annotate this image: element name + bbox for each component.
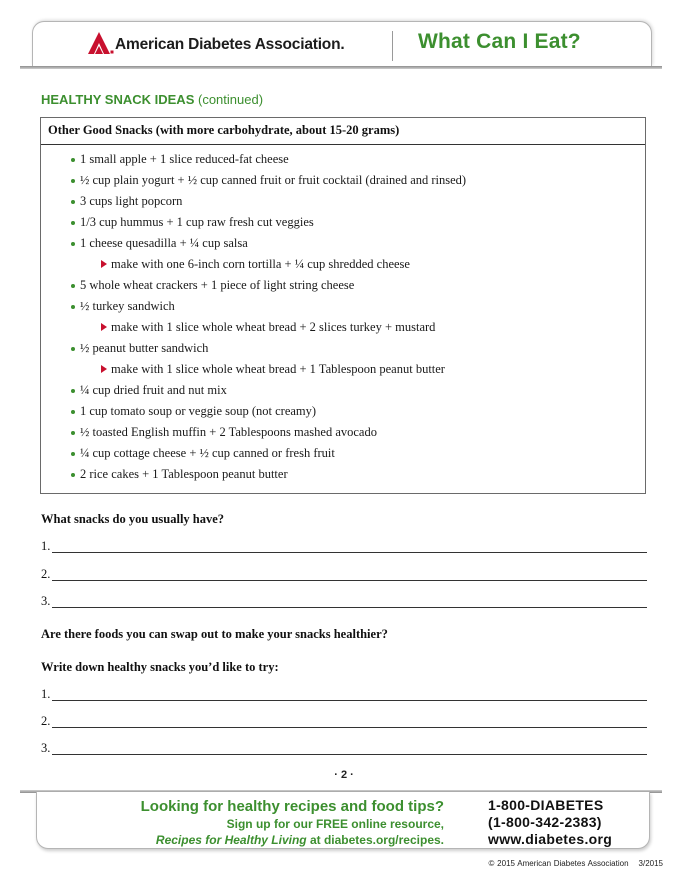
- snack-text: make with 1 slice whole wheat bread + 1 Tablespoon peanut butter: [111, 362, 445, 376]
- snack-item: [41, 422, 645, 443]
- ada-triangle-logo-icon: [88, 32, 114, 54]
- answer-rule: [52, 552, 647, 553]
- snack-item: [41, 443, 645, 464]
- green-dot-bullet-icon: [71, 221, 75, 225]
- line-number: 3.: [41, 594, 51, 608]
- snack-text: ¼ cup cottage cheese + ½ cup canned or fresh fruit: [80, 446, 335, 460]
- snack-item: [41, 233, 645, 254]
- snack-box: [40, 117, 646, 494]
- snack-text: make with one 6-inch corn tortilla + ¼ cup shredded cheese: [111, 257, 410, 271]
- red-triangle-bullet-icon: [101, 365, 107, 373]
- section-heading-suffix: (continued): [198, 92, 264, 107]
- line-number: 1.: [41, 687, 51, 701]
- copyright: [489, 859, 663, 868]
- line-number: 2.: [41, 714, 51, 728]
- answer-line-1[interactable]: [41, 539, 647, 553]
- answer-rule: [52, 727, 647, 728]
- try-line-2[interactable]: [41, 714, 647, 728]
- page-number: · 2 ·: [334, 769, 354, 781]
- snack-text: ½ cup plain yogurt + ½ cup canned fruit or fruit cocktail (drained and rinsed): [80, 173, 467, 187]
- footer-promo: [141, 797, 444, 848]
- snack-text: ½ toasted English muffin + 2 Tablespoons mashed avocado: [80, 425, 377, 439]
- ada-logo: [88, 32, 344, 54]
- try-line-3[interactable]: [41, 741, 647, 755]
- green-dot-bullet-icon: [71, 431, 75, 435]
- snack-text: ¼ cup dried fruit and nut mix: [80, 383, 227, 397]
- snack-text: 5 whole wheat crackers + 1 piece of light string cheese: [80, 278, 355, 292]
- copyright-text: © 2015 American Diabetes Association: [488, 859, 629, 868]
- green-dot-bullet-icon: [71, 179, 75, 183]
- section-heading: [41, 92, 263, 107]
- page-title: What Can I Eat?: [418, 30, 581, 53]
- footer-signup: Sign up for our FREE online resource,: [226, 817, 444, 831]
- snack-text: ½ turkey sandwich: [80, 299, 175, 313]
- organization-name: American Diabetes Association.: [115, 36, 345, 53]
- green-dot-bullet-icon: [71, 284, 75, 288]
- snack-item: [41, 464, 645, 485]
- line-number: 2.: [41, 567, 51, 581]
- snack-item: [41, 191, 645, 212]
- green-dot-bullet-icon: [71, 389, 75, 393]
- snack-box-title: Other Good Snacks (with more carbohydrate, about 15-20 grams): [41, 118, 645, 145]
- phone-text: 1-800-DIABETES: [488, 797, 604, 813]
- recipes-url: at diabetes.org/recipes.: [306, 833, 444, 847]
- green-dot-bullet-icon: [71, 200, 75, 204]
- snack-item: [41, 380, 645, 401]
- snack-text: 1 small apple + 1 slice reduced-fat cheese: [80, 152, 289, 166]
- question-swap-foods: Are there foods you can swap out to make your snacks healthier?: [41, 627, 388, 641]
- snack-list: [41, 149, 645, 485]
- snack-text: 1 cheese quesadilla + ¼ cup salsa: [80, 236, 248, 250]
- red-triangle-bullet-icon: [101, 260, 107, 268]
- snack-item: [41, 401, 645, 422]
- footer-contact: [488, 797, 612, 848]
- publication-date: 3/2015: [638, 859, 663, 868]
- snack-text: make with 1 slice whole wheat bread + 2 slices turkey + mustard: [111, 320, 436, 334]
- green-dot-bullet-icon: [71, 242, 75, 246]
- answer-line-2[interactable]: [41, 567, 647, 581]
- section-heading-main: HEALTHY SNACK IDEAS: [41, 92, 195, 107]
- footer-recipes-link[interactable]: [141, 832, 444, 848]
- footer-headline: Looking for healthy recipes and food tips?: [140, 798, 444, 815]
- question-snacks-to-try: Write down healthy snacks you’d like to try:: [41, 660, 279, 674]
- snack-text: 1/3 cup hummus + 1 cup raw fresh cut veggies: [80, 215, 314, 229]
- green-dot-bullet-icon: [71, 347, 75, 351]
- snack-item: [41, 170, 645, 191]
- snack-text: ½ peanut butter sandwich: [80, 341, 209, 355]
- red-triangle-bullet-icon: [101, 323, 107, 331]
- try-line-1[interactable]: [41, 687, 647, 701]
- answer-rule: [52, 580, 647, 581]
- header-divider: [392, 31, 393, 61]
- answer-rule: [52, 700, 647, 701]
- snack-sub-item: [41, 359, 645, 380]
- snack-item: [41, 275, 645, 296]
- recipes-title: Recipes for Healthy Living: [155, 833, 307, 847]
- header-rule: [20, 66, 662, 69]
- line-number: 1.: [41, 539, 51, 553]
- phone-number: (1-800-342-2383): [488, 814, 602, 830]
- snack-item: [41, 149, 645, 170]
- answer-rule: [52, 754, 647, 755]
- snack-sub-item: [41, 254, 645, 275]
- snack-sub-item: [41, 317, 645, 338]
- website-link[interactable]: www.diabetes.org: [488, 831, 613, 847]
- snack-item: [41, 338, 645, 359]
- snack-text: 1 cup tomato soup or veggie soup (not creamy): [80, 404, 317, 418]
- green-dot-bullet-icon: [71, 452, 75, 456]
- green-dot-bullet-icon: [71, 158, 75, 162]
- snack-text: 2 rice cakes + 1 Tablespoon peanut butter: [80, 467, 288, 481]
- snack-text: 3 cups light popcorn: [80, 194, 183, 208]
- snack-item: [41, 212, 645, 233]
- answer-line-3[interactable]: [41, 594, 647, 608]
- green-dot-bullet-icon: [71, 305, 75, 309]
- snack-item: [41, 296, 645, 317]
- question-usual-snacks: What snacks do you usually have?: [41, 512, 225, 526]
- line-number: 3.: [41, 741, 51, 755]
- answer-rule: [52, 607, 647, 608]
- green-dot-bullet-icon: [71, 410, 75, 414]
- green-dot-bullet-icon: [71, 473, 75, 477]
